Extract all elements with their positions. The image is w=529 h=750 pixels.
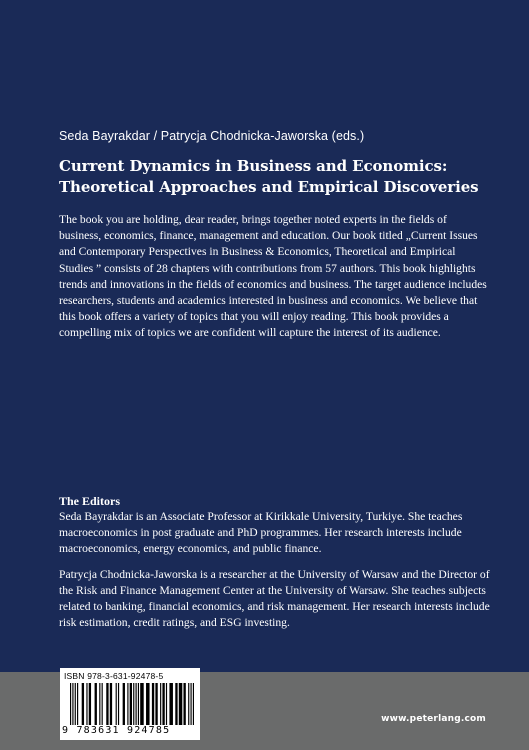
barcode-bar <box>123 683 125 725</box>
title-line-2: Theoretical Approaches and Empirical Discoveries <box>59 178 479 196</box>
isbn-label: ISBN 978-3-631-92478-5 <box>64 671 164 681</box>
barcode-digits: 9 783631 924785 <box>62 725 171 736</box>
barcode-icon <box>70 683 194 725</box>
editor-bio-bayrakdar: Seda Bayrakdar is an Associate Professor at Kirikkale University, Turkiye. She teaches macroeconomics in post graduate and PhD programmes. Her research interests include macroeconomics, energy economics, and public finance. <box>59 510 463 556</box>
barcode-bar <box>77 683 78 725</box>
book-title <box>59 156 489 198</box>
barcode-bar <box>110 683 112 725</box>
barcode-bar <box>127 683 128 725</box>
barcode-bar <box>106 683 108 725</box>
barcode-bar <box>146 683 150 725</box>
editor-bio-chodnicka-jaworska: Patrycja Chodnicka-Jaworska is a researcher at the University of Warsaw and the Director of the Risk and Finance Management Center at the University of Warsaw. She teaches subjects related to banking, financial economics, and risk management. Her research interests include risk estimation, credit ratings, and ESG investing. <box>59 567 490 630</box>
barcode-bar <box>136 683 137 725</box>
barcode-bar <box>193 683 194 725</box>
book-description: The book you are holding, dear reader, brings together noted experts in the fields of business, economics, finance, management and education. Our book titled „Current Issues and Contemporary Perspectives in Business & Economics, Theoretical and Empirical Studies ” consists of 28 chapters with contributions from 57 authors. This book highlights trends and innovations in the fields of economics and business. The target audience includes researchers, students and academics interested in business and economics. We believe that this book offers a variety of topics that you will enjoy reading. This book provides a compelling mix of topics we are confident will capture the interest of its audience. <box>59 213 487 340</box>
barcode-bar <box>82 683 84 725</box>
barcode-bar <box>166 683 167 725</box>
barcode-bar <box>116 683 117 725</box>
cover-content <box>59 128 489 342</box>
barcode-bar <box>155 683 157 725</box>
barcode-bar <box>179 683 183 725</box>
barcode-bar <box>160 683 161 725</box>
barcode-bar <box>95 683 97 725</box>
barcode-bar <box>70 683 71 725</box>
barcode-bar <box>75 683 76 725</box>
barcode-bar <box>130 683 132 725</box>
editors-heading: The Editors <box>59 494 121 508</box>
barcode-bar <box>99 683 100 725</box>
barcode-bar <box>183 683 185 725</box>
publisher-url[interactable]: www.peterlang.com <box>381 714 486 724</box>
barcode-bar <box>138 683 139 725</box>
barcode-bar <box>133 683 134 725</box>
barcode-bar <box>89 683 91 725</box>
barcode-bar <box>190 683 191 725</box>
barcode-bar <box>162 683 164 725</box>
barcode-bar <box>175 683 177 725</box>
barcode-bar <box>118 683 119 725</box>
title-line-1: Current Dynamics in Business and Economics: <box>59 157 448 175</box>
barcode-bar <box>188 683 189 725</box>
barcode-bar <box>140 683 144 725</box>
barcode-bar <box>72 683 73 725</box>
barcode-bar <box>102 683 103 725</box>
editors-section <box>59 493 499 631</box>
barcode-bar <box>152 683 154 725</box>
barcode-box <box>60 668 200 740</box>
barcode-bar <box>169 683 173 725</box>
authors-line: Seda Bayrakdar / Patrycja Chodnicka-Jaworska (eds.) <box>59 129 365 143</box>
barcode-bar <box>86 683 87 725</box>
